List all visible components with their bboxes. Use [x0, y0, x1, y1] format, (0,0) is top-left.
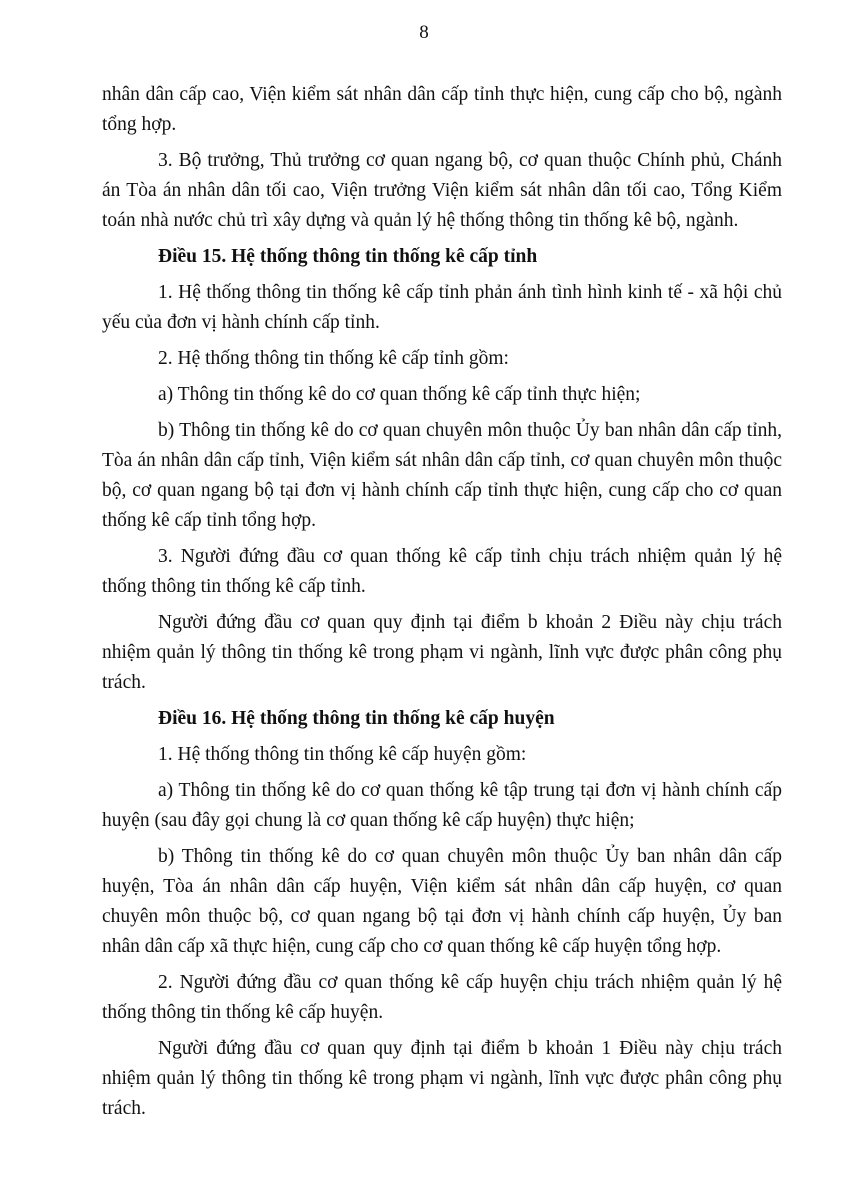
document-body: [102, 80, 782, 1130]
page-number: 8: [419, 22, 429, 43]
article-heading: Điều 16. Hệ thống thông tin thống kê cấp huyện: [158, 708, 555, 729]
article-heading: Điều 15. Hệ thống thông tin thống kê cấp tỉnh: [158, 246, 538, 267]
paragraph: a) Thông tin thống kê do cơ quan thống kê cấp tỉnh thực hiện;: [158, 384, 641, 405]
paragraph: nhân dân cấp cao, Viện kiểm sát nhân dân cấp tỉnh thực hiện, cung cấp cho bộ, ngành tổng hợp.: [102, 84, 782, 135]
paragraph: 1. Hệ thống thông tin thống kê cấp tỉnh phản ánh tình hình kinh tế - xã hội chủ yếu của đơn vị hành chính cấp tỉnh.: [102, 282, 782, 333]
paragraph: Người đứng đầu cơ quan quy định tại điểm b khoản 1 Điều này chịu trách nhiệm quản lý thông tin thống kê trong phạm vi ngành, lĩnh vực được phân công phụ trách.: [102, 1038, 782, 1119]
paragraph: 3. Bộ trưởng, Thủ trưởng cơ quan ngang bộ, cơ quan thuộc Chính phủ, Chánh án Tòa án nhân dân tối cao, Viện trưởng Viện kiểm sát nhân dân tối cao, Tổng Kiểm toán nhà nước chủ trì xây dựng và quản lý hệ thống thông tin thống kê bộ, ngành.: [102, 150, 782, 231]
paragraph: 2. Người đứng đầu cơ quan thống kê cấp huyện chịu trách nhiệm quản lý hệ thống thông tin thống kê cấp huyện.: [102, 972, 782, 1023]
paragraph: Người đứng đầu cơ quan quy định tại điểm b khoản 2 Điều này chịu trách nhiệm quản lý thông tin thống kê trong phạm vi ngành, lĩnh vực được phân công phụ trách.: [102, 612, 782, 693]
paragraph: b) Thông tin thống kê do cơ quan chuyên môn thuộc Ủy ban nhân dân cấp tỉnh, Tòa án nhân dân cấp tỉnh, Viện kiểm sát nhân dân cấp tỉnh, cơ quan chuyên môn thuộc bộ, cơ quan ngang bộ tại đơn vị hành chính cấp tỉnh thực hiện, cung cấp cho cơ quan thống kê cấp tỉnh tổng hợp.: [102, 420, 782, 531]
paragraph: 1. Hệ thống thông tin thống kê cấp huyện gồm:: [158, 744, 527, 765]
paragraph: 2. Hệ thống thông tin thống kê cấp tỉnh gồm:: [158, 348, 509, 369]
paragraph: 3. Người đứng đầu cơ quan thống kê cấp tỉnh chịu trách nhiệm quản lý hệ thống thông tin thống kê cấp tỉnh.: [102, 546, 782, 597]
paragraph: b) Thông tin thống kê do cơ quan chuyên môn thuộc Ủy ban nhân dân cấp huyện, Tòa án nhân dân cấp huyện, Viện kiểm sát nhân dân cấp huyện, cơ quan chuyên môn thuộc bộ, cơ quan ngang bộ tại đơn vị hành chính cấp huyện, Ủy ban nhân dân cấp xã thực hiện, cung cấp cho cơ quan thống kê cấp huyện tổng hợp.: [102, 846, 782, 957]
paragraph: a) Thông tin thống kê do cơ quan thống kê tập trung tại đơn vị hành chính cấp huyện (sau đây gọi chung là cơ quan thống kê cấp huyện) thực hiện;: [102, 780, 782, 831]
